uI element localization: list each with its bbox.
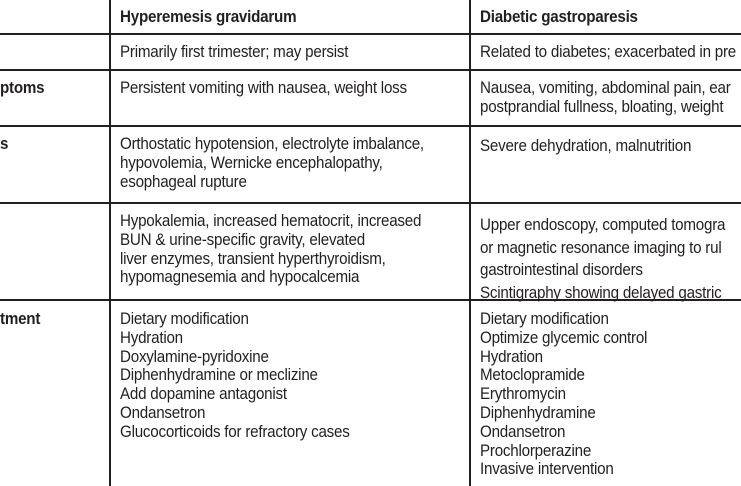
row-treatment-hg-cell: Dietary modification Hydration Doxylamine-pyridoxine Diphenhydramine or meclizine Add dopamine antagonist Ondansetron Glucocorticoids for refractory cases <box>120 310 350 441</box>
row-onset-hg-cell: Primarily first trimester; may persist <box>120 43 349 61</box>
row-symptoms-hg-cell: Persistent vomiting with nausea, weight loss <box>120 79 407 97</box>
row-diagnosis-dg-cell: Upper endoscopy, computed tomogra or magnetic resonance imaging to rul gastrointestinal disorders Scintigraphy showing delayed gastric <box>480 216 726 302</box>
column-divider-2 <box>469 0 471 486</box>
row-divider-3 <box>0 125 741 127</box>
row-divider-2 <box>0 69 741 71</box>
row-complications-label: s <box>0 135 9 153</box>
row-symptoms-dg-cell: Nausea, vomiting, abdominal pain, ear postprandial fullness, bloating, weight <box>480 79 731 116</box>
header-hyperemesis-gravidarum: Hyperemesis gravidarum <box>120 8 297 26</box>
row-symptoms-label: ptoms <box>0 79 45 97</box>
row-treatment-label: tment <box>0 310 41 328</box>
row-complications-hg-cell: Orthostatic hypotension, electrolyte imbalance, hypovolemia, Wernicke encephalopathy, esophageal rupture <box>120 135 424 191</box>
column-divider-1 <box>109 0 111 486</box>
row-treatment-dg-cell: Dietary modification Optimize glycemic control Hydration Metoclopramide Erythromycin Diphenhydramine Ondansetron Prochlorperazine Invasive intervention <box>480 310 648 479</box>
row-onset-dg-cell: Related to diabetes; exacerbated in pre <box>480 43 737 61</box>
row-complications-dg-cell: Severe dehydration, malnutrition <box>480 137 692 155</box>
row-diagnosis-hg-cell: Hypokalemia, increased hematocrit, increased BUN & urine-specific gravity, elevated liver enzymes, transient hyperthyroidism, hypomagnesemia and hypocalcemia <box>120 212 422 287</box>
row-divider-4 <box>0 202 741 204</box>
header-diabetic-gastroparesis: Diabetic gastroparesis <box>480 8 638 26</box>
row-divider-1 <box>0 33 741 35</box>
